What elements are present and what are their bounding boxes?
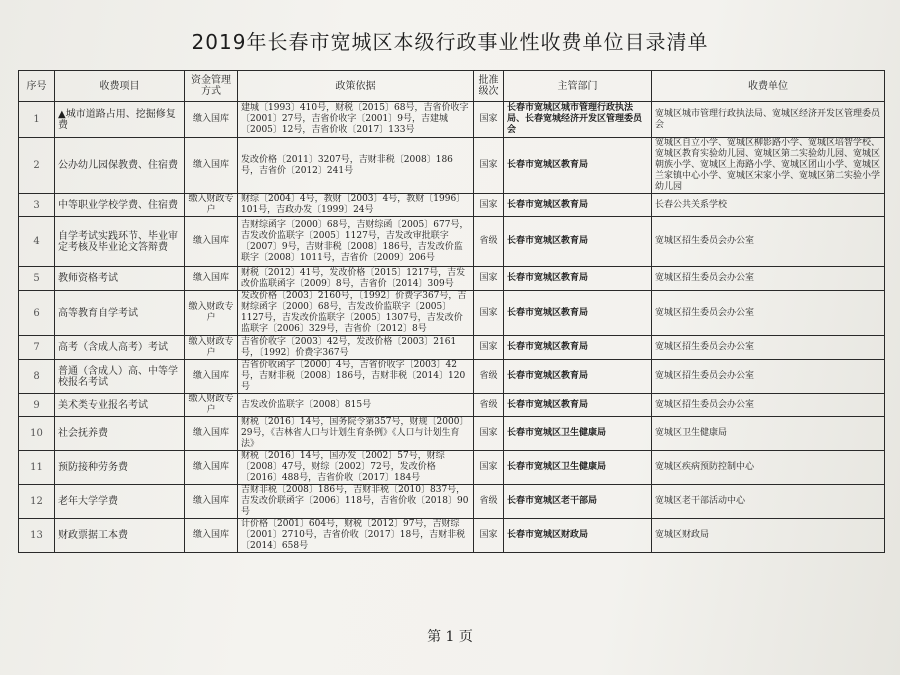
cell-item: 中等职业学校学费、住宿费 (55, 194, 185, 217)
document-title: 2019年长春市宽城区本级行政事业性收费单位目录清单 (191, 30, 709, 54)
cell-dept: 长春市宽城区教育局 (504, 291, 652, 336)
cell-level: 国家 (474, 291, 504, 336)
cell-seq: 9 (19, 394, 55, 417)
cell-item: ▲城市道路占用、挖掘修复费 (55, 102, 185, 138)
cell-fund: 缴入国库 (185, 267, 238, 291)
header-dept: 主管部门 (504, 71, 652, 102)
cell-policy: 吉财非税〔2008〕186号，吉财非税〔2010〕837号，吉发改价联函字〔2006〕118号，吉省价收〔2018〕90号 (238, 485, 474, 519)
cell-seq: 4 (19, 217, 55, 267)
cell-item: 老年大学学费 (55, 485, 185, 519)
cell-seq: 5 (19, 267, 55, 291)
cell-dept: 长春市宽城区卫生健康局 (504, 417, 652, 451)
cell-item: 自学考试实践环节、毕业审定考核及毕业论文答辩费 (55, 217, 185, 267)
cell-fund: 缴入国库 (185, 485, 238, 519)
cell-seq: 10 (19, 417, 55, 451)
cell-seq: 6 (19, 291, 55, 336)
table-row (19, 138, 885, 194)
cell-fund: 缴入财政专户 (185, 291, 238, 336)
cell-policy: 发改价格〔2011〕3207号，吉财非税〔2008〕186号，吉省价〔2012〕241号 (238, 138, 474, 194)
cell-seq: 3 (19, 194, 55, 217)
cell-level: 国家 (474, 451, 504, 485)
cell-unit: 宽城区招生委员会办公室 (652, 217, 885, 267)
cell-policy: 吉省价收字〔2003〕42号，发改价格〔2003〕2161号，〔1992〕价费字367号 (238, 336, 474, 360)
page-number: 第 1 页 (427, 629, 473, 645)
table-row (19, 394, 885, 417)
cell-unit: 宽城区城市管理行政执法局、宽城区经济开发区管理委员会 (652, 102, 885, 138)
fee-catalog-table (18, 70, 885, 553)
cell-seq: 12 (19, 485, 55, 519)
cell-item: 公办幼儿园保教费、住宿费 (55, 138, 185, 194)
cell-dept: 长春市宽城区财政局 (504, 519, 652, 553)
header-unit: 收费单位 (652, 71, 885, 102)
cell-seq: 8 (19, 360, 55, 394)
cell-policy: 吉发改价监联字〔2008〕815号 (238, 394, 474, 417)
cell-unit: 宽城区招生委员会办公室 (652, 267, 885, 291)
table-row (19, 360, 885, 394)
cell-dept: 长春市宽城区教育局 (504, 336, 652, 360)
table-row (19, 267, 885, 291)
cell-policy: 财税〔2016〕14号，国办发〔2002〕57号，财综〔2008〕47号，财综〔2002〕72号，发改价格〔2016〕488号，吉省价收〔2017〕184号 (238, 451, 474, 485)
cell-unit: 长春公共关系学校 (652, 194, 885, 217)
table-row (19, 417, 885, 451)
cell-unit: 宽城区老干部活动中心 (652, 485, 885, 519)
cell-fund: 缴入国库 (185, 138, 238, 194)
cell-policy: 财综〔2004〕4号，教财〔2003〕4号，教财〔1996〕101号，吉政办发〔1999〕24号 (238, 194, 474, 217)
cell-seq: 7 (19, 336, 55, 360)
cell-dept: 长春市宽城区教育局 (504, 267, 652, 291)
cell-item: 财政票据工本费 (55, 519, 185, 553)
cell-unit: 宽城区疾病预防控制中心 (652, 451, 885, 485)
cell-item: 高考（含成人高考）考试 (55, 336, 185, 360)
cell-dept: 长春市宽城区教育局 (504, 194, 652, 217)
cell-seq: 2 (19, 138, 55, 194)
cell-dept: 长春市宽城区城市管理行政执法局、长春宽城经济开发区管理委员会 (504, 102, 652, 138)
cell-level: 省级 (474, 217, 504, 267)
cell-item: 美术类专业报名考试 (55, 394, 185, 417)
cell-level: 国家 (474, 138, 504, 194)
cell-level: 国家 (474, 336, 504, 360)
header-item: 收费项目 (55, 71, 185, 102)
table-row (19, 217, 885, 267)
cell-fund: 缴入国库 (185, 519, 238, 553)
cell-unit: 宽城区招生委员会办公室 (652, 360, 885, 394)
cell-dept: 长春市宽城区卫生健康局 (504, 451, 652, 485)
cell-policy: 吉财综函字〔2000〕68号，吉财综函〔2005〕677号，吉发改价监联字〔2005〕1127号，吉发改审批联字〔2007〕9号，吉财非税〔2008〕186号，吉发改价监联字〔2008〕1011号，吉省价〔2009〕206号 (238, 217, 474, 267)
cell-item: 教师资格考试 (55, 267, 185, 291)
cell-level: 省级 (474, 360, 504, 394)
cell-unit: 宽城区自立小学、宽城区柳影路小学、宽城区培智学校、宽城区教育实验幼儿园、宽城区第二实验幼儿园、宽城区朝族小学、宽城区上海路小学、宽城区团山小学、宽城区兰家镇中心小学、宽城区宋家小学、宽城区第二实验小学幼儿园 (652, 138, 885, 194)
cell-unit: 宽城区招生委员会办公室 (652, 336, 885, 360)
table-row (19, 194, 885, 217)
table-row (19, 291, 885, 336)
table-row (19, 451, 885, 485)
cell-unit: 宽城区招生委员会办公室 (652, 394, 885, 417)
cell-policy: 财税〔2016〕14号，国务院令第357号，财规〔2000〕29号，《吉林省人口与计划生育条例》《人口与计划生育法》 (238, 417, 474, 451)
cell-dept: 长春市宽城区教育局 (504, 217, 652, 267)
header-policy: 政策依据 (238, 71, 474, 102)
cell-fund: 缴入财政专户 (185, 394, 238, 417)
cell-item: 高等教育自学考试 (55, 291, 185, 336)
header-fund: 资金管理方式 (185, 71, 238, 102)
cell-level: 国家 (474, 102, 504, 138)
cell-policy: 吉省价收函字〔2000〕4号，吉省价收字〔2003〕42号，吉财非税〔2008〕186号，吉财非税〔2014〕120号 (238, 360, 474, 394)
cell-level: 省级 (474, 394, 504, 417)
cell-seq: 1 (19, 102, 55, 138)
table-row (19, 485, 885, 519)
cell-unit: 宽城区招生委员会办公室 (652, 291, 885, 336)
cell-dept: 长春市宽城区教育局 (504, 138, 652, 194)
cell-fund: 缴入国库 (185, 102, 238, 138)
cell-level: 国家 (474, 417, 504, 451)
cell-policy: 发改价格〔2003〕2160号，〔1992〕价费字367号，吉财综函字〔2000〕68号，吉发改价监联字〔2005〕1127号，吉发改价监联字〔2005〕1307号，吉发改价监联字〔2006〕329号，吉省价〔2012〕8号 (238, 291, 474, 336)
cell-dept: 长春市宽城区教育局 (504, 394, 652, 417)
cell-level: 国家 (474, 267, 504, 291)
cell-item: 预防接种劳务费 (55, 451, 185, 485)
cell-seq: 13 (19, 519, 55, 553)
cell-dept: 长春市宽城区教育局 (504, 360, 652, 394)
table-row (19, 336, 885, 360)
cell-policy: 计价格〔2001〕604号，财税〔2012〕97号，吉财综〔2001〕2710号，吉省价收〔2017〕18号，吉财非税〔2014〕658号 (238, 519, 474, 553)
cell-fund: 缴入国库 (185, 360, 238, 394)
cell-fund: 缴入财政专户 (185, 194, 238, 217)
cell-item: 社会抚养费 (55, 417, 185, 451)
cell-level: 国家 (474, 519, 504, 553)
table-row (19, 519, 885, 553)
cell-level: 国家 (474, 194, 504, 217)
header-seq: 序号 (19, 71, 55, 102)
cell-unit: 宽城区财政局 (652, 519, 885, 553)
cell-policy: 建城〔1993〕410号，财税〔2015〕68号，吉省价收字〔2001〕27号，吉省价收字〔2001〕9号，吉建城〔2005〕12号，吉省价收〔2017〕133号 (238, 102, 474, 138)
cell-level: 省级 (474, 485, 504, 519)
table-row (19, 102, 885, 138)
cell-fund: 缴入国库 (185, 417, 238, 451)
cell-policy: 财税〔2012〕41号，发改价格〔2015〕1217号，吉发改价监联函字〔2009〕8号，吉省价〔2014〕309号 (238, 267, 474, 291)
cell-fund: 缴入财政专户 (185, 336, 238, 360)
table-header-row (19, 71, 885, 102)
cell-fund: 缴入国库 (185, 217, 238, 267)
cell-fund: 缴入国库 (185, 451, 238, 485)
header-level: 批准级次 (474, 71, 504, 102)
cell-seq: 11 (19, 451, 55, 485)
cell-item: 普通（含成人）高、中等学校报名考试 (55, 360, 185, 394)
cell-unit: 宽城区卫生健康局 (652, 417, 885, 451)
cell-dept: 长春市宽城区老干部局 (504, 485, 652, 519)
